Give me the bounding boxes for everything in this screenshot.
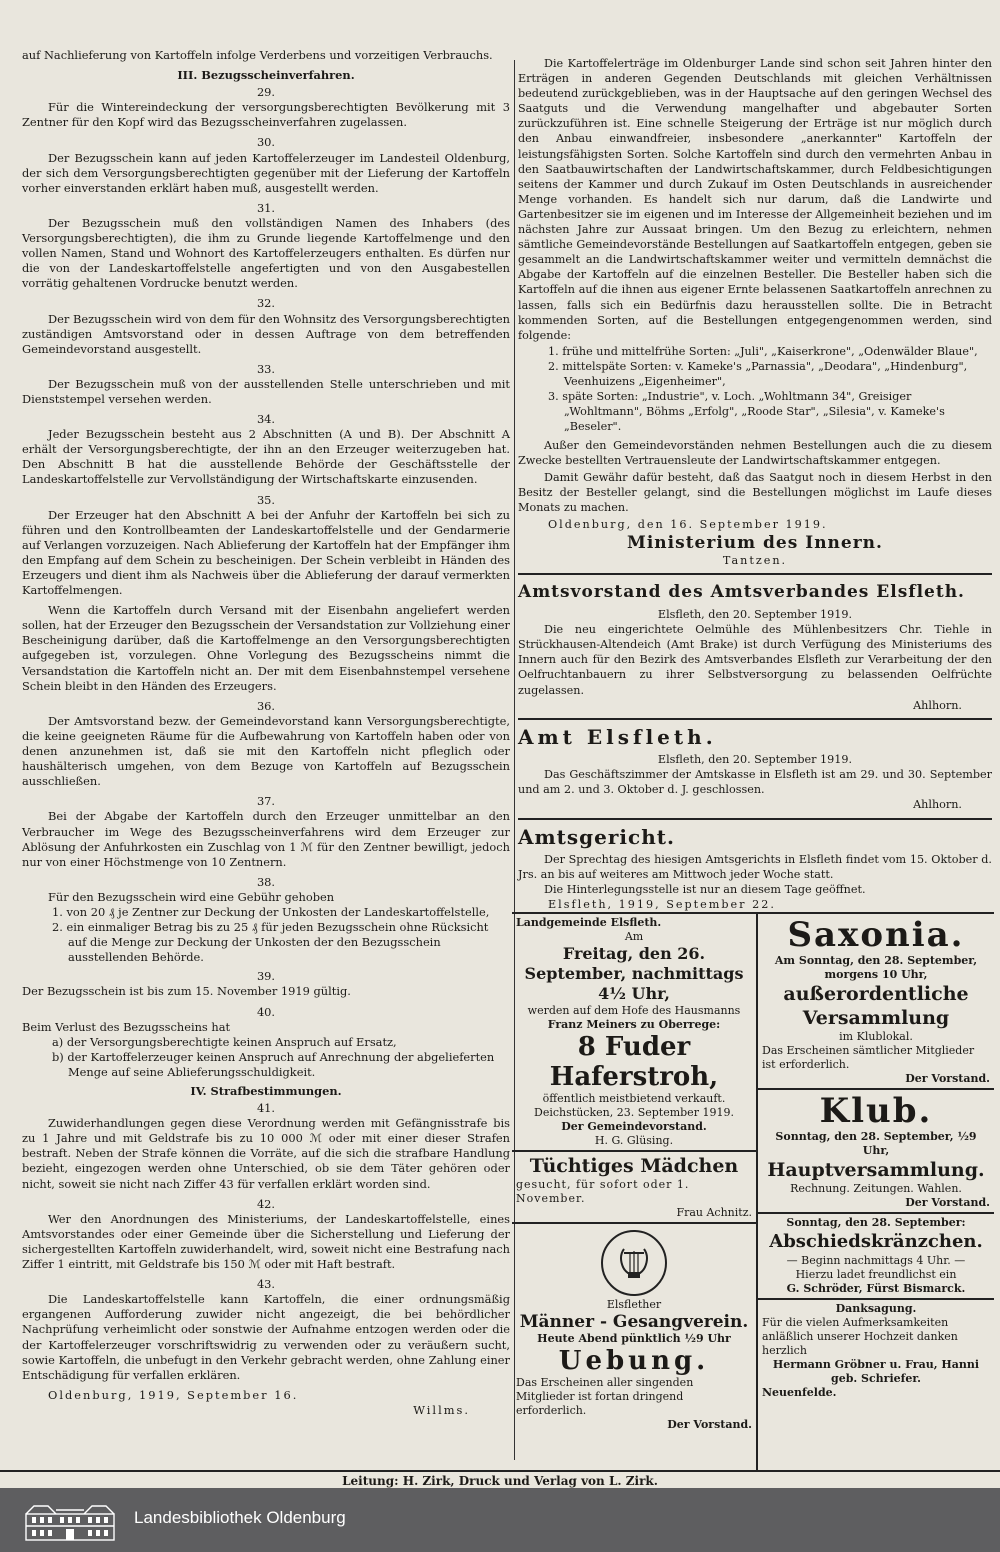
place-date: Oldenburg, den 16. September 1919. (548, 517, 828, 531)
ad-text: Hierzu ladet freundlichst ein (795, 1268, 957, 1281)
paragraph-text: Außer den Gemeindevorständen nehmen Bestellungen auch die zu diesem Zwecke bestellten Vertrauensleute der Landwirtschaftskammer entgegen. (518, 439, 992, 468)
signer: Tantzen. (722, 554, 788, 567)
notice-text: Die Hinterlegungsstelle ist nur an diesem Tage geöffnet. (544, 883, 866, 897)
fee-list (22, 905, 510, 965)
ad-headline: Klub. (819, 1091, 933, 1131)
paragraph-number: 39. (256, 969, 276, 984)
ad-headline: Saxonia. (787, 915, 965, 955)
ad-place: Neuenfelde. (762, 1386, 837, 1399)
section-heading: IV. Strafbestimmungen. (190, 1084, 342, 1098)
ad-header: Danksagung. (835, 1302, 917, 1315)
ad-text: Das Erscheinen sämtlicher Mitglieder ist erforderlich. (762, 1044, 975, 1071)
ad-date: Sonntag, den 28. September, ½9 Uhr, (775, 1130, 977, 1157)
library-building-icon (24, 1502, 116, 1542)
list-item: a) der Versorgungsberechtigte keinen Anspruch auf Ersatz, (52, 1034, 397, 1049)
ad-headline: Tüchtiges Mädchen (529, 1155, 739, 1177)
paragraph-number: 31. (256, 200, 276, 215)
paragraph-text: Für die Wintereindeckung der versorgungsberechtigten Bevölkerung mit 3 Zentner für den Kopf wird das Bezugsscheinverfahren zugelassen. (22, 100, 510, 130)
paragraph-number: 33. (256, 361, 276, 376)
ad-org: Der Gemeindevorstand. (561, 1120, 707, 1133)
ad-org: Elsflether (606, 1298, 662, 1311)
paragraph-text: Wenn die Kartoffeln durch Versand mit der Eisenbahn angeliefert werden sollen, hat der Erzeuger den Bezugsschein der Versandstation zur Vollziehung einer Bescheinigung darüber, daß die Kartoffelmenge an den Versorgungsberechtigten aufgegeben ist, vorzulegen. Ohne Vorlegung des Bezugsscheins nimmt die Versandstation die Kartoffeln nicht an. Der mit dem Eisenbahnstempel versehene Schein bleibt in den Händen des Erzeugers. (22, 603, 510, 693)
paragraph-number: 42. (256, 1196, 276, 1211)
printer-imprint: Leitung: H. Zirk, Druck und Verlag von L. Zirk. (0, 1470, 1000, 1488)
ad-text: öffentlich meistbietend verkauft. (542, 1092, 726, 1105)
ad-time: Heute Abend pünktlich ½9 Uhr (537, 1332, 731, 1345)
ad-text: Rechnung. Zeitungen. Wahlen. (790, 1182, 962, 1195)
ad-saxonia (758, 914, 994, 1088)
notice-signer: Ahlhorn. (913, 798, 962, 812)
notice-text: Das Geschäftszimmer der Amtskasse in Elsfleth ist am 29. und 30. September und am 2. und 3. Oktober d. J. geschlossen. (518, 767, 992, 796)
ad-time: — Beginn nachmittags 4 Uhr. — (786, 1254, 966, 1267)
notice-text: Die neu eingerichtete Oelmühle des Mühlenbesitzers Chr. Tiehle in Strückhausen-Altendeich (Amt Brake) ist durch Verfügung des Ministeriums des Innern auch für den Bezirk des Amtsverbandes Elsfleth zur Verarbeitung der den Oelfruchtanbauern zu ihrer Selbstversorgung zu belassenden Oelfrüchte zugelassen. (518, 623, 992, 697)
place-date: Oldenburg, 1919, September 16. (48, 1387, 299, 1402)
ad-header: Landgemeinde Elsfleth. (516, 916, 662, 929)
paragraph-text: Der Bezugsschein muß von der ausstellenden Stelle unterschrieben und mit Dienststempel versehen werden. (22, 376, 510, 406)
paragraph-number: 32. (256, 296, 276, 311)
left-column (22, 48, 510, 1463)
ad-event: Hauptversammlung. (767, 1159, 985, 1181)
ad-danksagung (758, 1300, 994, 1402)
paragraph-number: 34. (256, 412, 276, 427)
paragraph-text: Der Bezugsschein wird von dem für den Wohnsitz des Versorgungsberechtigten zuständigen Amtsvorstand oder in dessen Auftrage von dem betreffenden Gemeindevorstand ausgestellt. (22, 311, 510, 356)
section-rule (518, 818, 992, 820)
lyre-icon (601, 1230, 667, 1296)
paragraph-number: 41. (256, 1101, 276, 1116)
ad-text: Für die vielen Aufmerksamkeiten anläßlich unserer Hochzeit danken herzlich (762, 1316, 958, 1357)
ad-date: Sonntag, den 28. September: (786, 1216, 966, 1229)
paragraph-number: 36. (256, 698, 276, 713)
ad-date: Freitag, den 26. September, nachmittags 4½ Uhr, (524, 944, 744, 1003)
ad-signer: Frau Achnitz. (676, 1206, 752, 1219)
list-item: 2. ein einmaliger Betrag bis zu 25 ₰ für jeden Bezugsschein ohne Rücksicht auf die Menge zur Deckung der Unkosten der den Bezugsschein ausstellenden Behörde. (52, 920, 489, 965)
notice-text: Der Sprechtag des hiesigen Amtsgerichts in Elsfleth findet vom 15. Oktober d. Jrs. an bis auf weiteres am Mittwoch jeder Woche statt. (518, 853, 992, 882)
ad-name: Franz Meiners zu Oberrege: (547, 1018, 721, 1031)
paragraph-text: Zuwiderhandlungen gegen diese Verordnung werden mit Gefängnisstrafe bis zu 1 Jahre und mit Geldstrafe bis zu 10 000 ℳ oder mit einer dieser Strafen bestraft. Neben der Strafe können die Vorräte, auf die sich die strafbare Handlung bezieht, eingezogen werden ohne Unterschied, ob sie dem Täter gehören oder nicht, soweit sie nicht nach Ziffer 43 für verfallen erklärt worden sind. (22, 1116, 510, 1191)
paragraph-number: 38. (256, 874, 276, 889)
paragraph-number: 30. (256, 135, 276, 150)
paragraph-number: 43. (256, 1277, 276, 1292)
ad-text: Am (624, 930, 644, 943)
paragraph-text: Wer den Anordnungen des Ministeriums, der Landeskartoffelstelle, eines Amtsvorstandes oder einer Gemeinde über die Sicherstellung und Lieferung der sichergestellten Kartoffeln zuwiderhandelt, wird, soweit nicht eine Bestrafung nach Ziffer 1 eintritt, mit Geldstrafe bis 150 ℳ oder mit Haft bestraft. (22, 1211, 510, 1272)
ad-names: Hermann Gröbner u. Frau, Hanni geb. Schriefer. (772, 1358, 980, 1385)
ad-text: Das Erscheinen aller singenden Mitglieder ist fortan dringend erforderlich. (516, 1376, 694, 1417)
ad-klub (758, 1090, 994, 1212)
list-item: 3. späte Sorten: „Industrie", v. Loch. „Wohltmann 34", Greisiger „Wohltmann", Böhms „Erfolg", „Roode Star", „Silesia", v. Kameke's „Beseler". (548, 390, 945, 434)
ad-headline: Haferstroh, (549, 1062, 719, 1092)
notice-title: Amtsvorstand des Amtsverbandes Elsfleth. (518, 582, 965, 603)
paragraph-text: Jeder Bezugsschein besteht aus 2 Abschnitten (A und B). Der Abschnitt A erhält der Versorgungsberechtigte, der ihn an den Erzeuger weiterzugeben hat. Den Abschnitt B hat die ausstellende Behörde der Geschäftsstelle der Landeskartoffelstelle zur Vervollständigung der Wirtschaftskarte einzusenden. (22, 427, 510, 487)
ad-place: Deichstücken, 23. September 1919. (534, 1106, 734, 1119)
paragraph-text: Beim Verlust des Bezugsscheins hat (22, 1019, 231, 1034)
ad-signer: Der Vorstand. (667, 1418, 752, 1431)
ad-event: Uebung. (558, 1346, 710, 1376)
list-item: 2. mittelspäte Sorten: v. Kameke's „Parnassia", „Deodara", „Hindenburg", Veenhuizens „Eigenheimer", (548, 359, 968, 388)
ad-signer: Der Vorstand. (905, 1072, 990, 1085)
paragraph-text: Der Bezugsschein ist bis zum 15. November 1919 gültig. (22, 984, 351, 999)
ad-maedchen (512, 1152, 756, 1222)
ad-signer: H. G. Glüsing. (594, 1134, 674, 1147)
section-heading: III. Bezugsscheinverfahren. (177, 68, 355, 83)
loss-list (22, 1035, 510, 1080)
paragraph-text: Für den Bezugsschein wird eine Gebühr gehoben (48, 889, 335, 904)
paragraph-text: Bei der Abgabe der Kartoffeln durch den Erzeuger unmittelbar an den Verbraucher im Wege des Bezugsscheinverfahrens wird dem Erzeuger zur Ablösung der Anfuhrkosten ein Zuschlag von 1 ℳ für den Zentner bewilligt, jedoch nur von einer Höchstmenge von 10 Zentnern. (22, 809, 510, 869)
notice-date: Elsfleth, 1919, September 22. (548, 898, 776, 912)
variety-list (518, 344, 992, 435)
paragraph-number: 40. (256, 1004, 276, 1019)
ad-event: Abschiedskränzchen. (769, 1231, 983, 1252)
notice-title: Amt Elsfleth. (518, 724, 717, 749)
ad-place: im Klublokal. (839, 1030, 913, 1043)
ad-headline: 8 Fuder (577, 1032, 691, 1062)
signer: Willms. (413, 1402, 470, 1417)
intro-text: auf Nachlieferung von Kartoffeln infolge Verderbens und vorzeitigen Verbrauchs. (22, 48, 493, 62)
ad-headline: Männer - Gesangverein. (519, 1312, 749, 1332)
notice-signer: Ahlhorn. (913, 698, 962, 712)
section-rule (518, 573, 992, 575)
paragraph-number: 35. (256, 492, 276, 507)
section-rule (518, 718, 992, 720)
ad-text: gesucht, für sofort oder 1. November. (516, 1178, 690, 1205)
ad-gesangverein (512, 1224, 756, 1434)
ad-haferstroh (512, 914, 756, 1150)
notice-date: Elsfleth, den 20. September 1919. (657, 608, 853, 622)
paragraph-number: 29. (256, 85, 276, 100)
list-item: 1. frühe und mittelfrühe Sorten: „Juli", „Kaiserkrone", „Odenwälder Blaue", (548, 344, 978, 358)
ministry-heading: Ministerium des Innern. (627, 532, 883, 553)
advertisements (512, 912, 994, 1470)
ads-right-column (758, 914, 994, 1470)
library-bar (0, 1488, 1000, 1552)
paragraph-text: Die Landeskartoffelstelle kann Kartoffeln, die einer ordnungsmäßig ergangenen Aufforderung zuwider nicht angezeigt, die bei behördlicher Nachprüfung verheimlicht oder sonstwie der Aufnahme entzogen werden oder die der Kartoffelerzeuger vorschriftswidrig zu verwenden oder zu veräußern sucht, sowie Kartoffeln, die unbefugt in den Verkehr gebracht werden, ohne Zahlung einer Entschädigung für verfallen erklären. (22, 1292, 510, 1382)
library-name: Landesbibliothek Oldenburg (134, 1508, 346, 1527)
list-item: b) der Kartoffelerzeuger keinen Anspruch auf Anrechnung der abgelieferten Menge auf seine Ablieferungsschuldigkeit. (52, 1049, 495, 1079)
paragraph-text: Die Kartoffelerträge im Oldenburger Lande sind schon seit Jahren hinter den Erträgen in anderen Gegenden Deutschlands mit gleichen Verhältnissen bedeutend zurückgeblieben, was in der Hauptsache auf den geringen Wechsel des Saatguts und die Verwendung mangelhafter und abgebauter Sorten zurückzuführen ist. Eine schnelle Steigerung der Erträge ist nur möglich durch den Anbau einwandfreier, insbesondere „anerkannter" Kartoffeln der leistungsfähigsten Sorten. Solche Kartoffeln sind durch den vermehrten Anbau in den Saatbauwirtschaften der Landwirtschaftskammer, durch Feldbesichtigungen seitens der Kammer und durch Zukauf im Osten Deutschlands in ausreichender Menge vorhanden. Es handelt sich nur darum, daß die Landwirte und Gartenbesitzer sie im eigenen und im Interesse der Allgemeinheit beziehen und im nächsten Jahre zur Aussaat bringen. Um den Bezug zu erleichtern, nehmen sämtliche Gemeindevorstände Bestellungen auf Saatkartoffeln entgegen, geben sie gesammelt an die Landwirtschaftskammer weiter und vermitteln demnächst die Abgabe der Kartoffeln auf die einzelnen Besteller. Die Besteller haben sich die Kartoffeln auf die ihnen aus eigener Ernte belassenen Saatkartoffeln anrechnen zu lassen, falls sich ein Bedürfnis dazu herausstellen sollte. Die in Betracht kommenden Sorten, auf die Bestellungen entgegengenommen werden, sind folgende: (518, 57, 992, 342)
ad-signer: Der Vorstand. (905, 1196, 990, 1209)
notice-title: Amtsgericht. (518, 825, 675, 850)
paragraph-number: 37. (256, 794, 276, 809)
paragraph-text: Der Bezugsschein muß den vollständigen Namen des Inhabers (des Versorgungsberechtigten), die ihm zu Grunde liegende Kartoffelmenge und den vollen Namen, Stand und Wohnort des Kartoffelerzeugers enthalten. Es dürfen nur die von der Landeskartoffelstelle angefertigten und von den Ausgabestellen vorrätig gehaltenen Vordrucke benutzt werden. (22, 215, 510, 291)
list-item: 1. von 20 ₰ je Zentner zur Deckung der Unkosten der Landeskartoffelstelle, (52, 904, 490, 919)
ad-event: außerordentliche Versammlung (783, 983, 969, 1029)
paragraph-text: Der Amtsvorstand bezw. der Gemeindevorstand kann Versorgungsberechtigte, die keine geeigneten Räume für die Aufbewahrung von Kartoffeln haben oder von denen anzunehmen ist, daß sie mit den Kartoffeln nicht pfleglich oder haushälterisch umgehen, von dem Bezuge von Kartoffeln auf Bezugsschein ausschließen. (22, 713, 510, 789)
notice-date: Elsfleth, den 20. September 1919. (657, 752, 853, 766)
ad-text: werden auf dem Hofe des Hausmanns (527, 1004, 741, 1017)
ad-host: G. Schröder, Fürst Bismarck. (786, 1282, 966, 1295)
ad-date: Am Sonntag, den 28. September, morgens 10 Uhr, (774, 954, 978, 981)
paragraph-text: Damit Gewähr dafür besteht, daß das Saatgut noch in diesem Herbst in den Besitz der Besteller gelangt, sind die Bestellungen möglichst im Laufe dieses Monats zu machen. (518, 470, 992, 514)
paragraph-text: Der Erzeuger hat den Abschnitt A bei der Anfuhr der Kartoffeln bei sich zu führen und den Kontrollbeamten der Landeskartoffelstelle und der Gendarmerie auf Verlangen vorzuzeigen. Nach Ablieferung der Kartoffeln hat der Empfänger ihm den Empfang auf dem Schein zu bescheinigen. Der Schein verbleibt in Händen des Erzeugers und dient ihm als Nachweis über die Ablieferung der darauf vermerkten Kartoffelmengen. (22, 507, 510, 598)
ads-left-column (512, 914, 758, 1470)
paragraph-text: Der Bezugsschein kann auf jeden Kartoffelerzeuger im Landesteil Oldenburg, der sich dem Versorgungsberechtigten gegenüber mit der Lieferung der Kartoffeln vorher einverstanden erklärt haben muß, ausgestellt werden. (22, 150, 510, 195)
ad-kraenzchen (758, 1214, 994, 1298)
signature-row (22, 1388, 510, 1403)
